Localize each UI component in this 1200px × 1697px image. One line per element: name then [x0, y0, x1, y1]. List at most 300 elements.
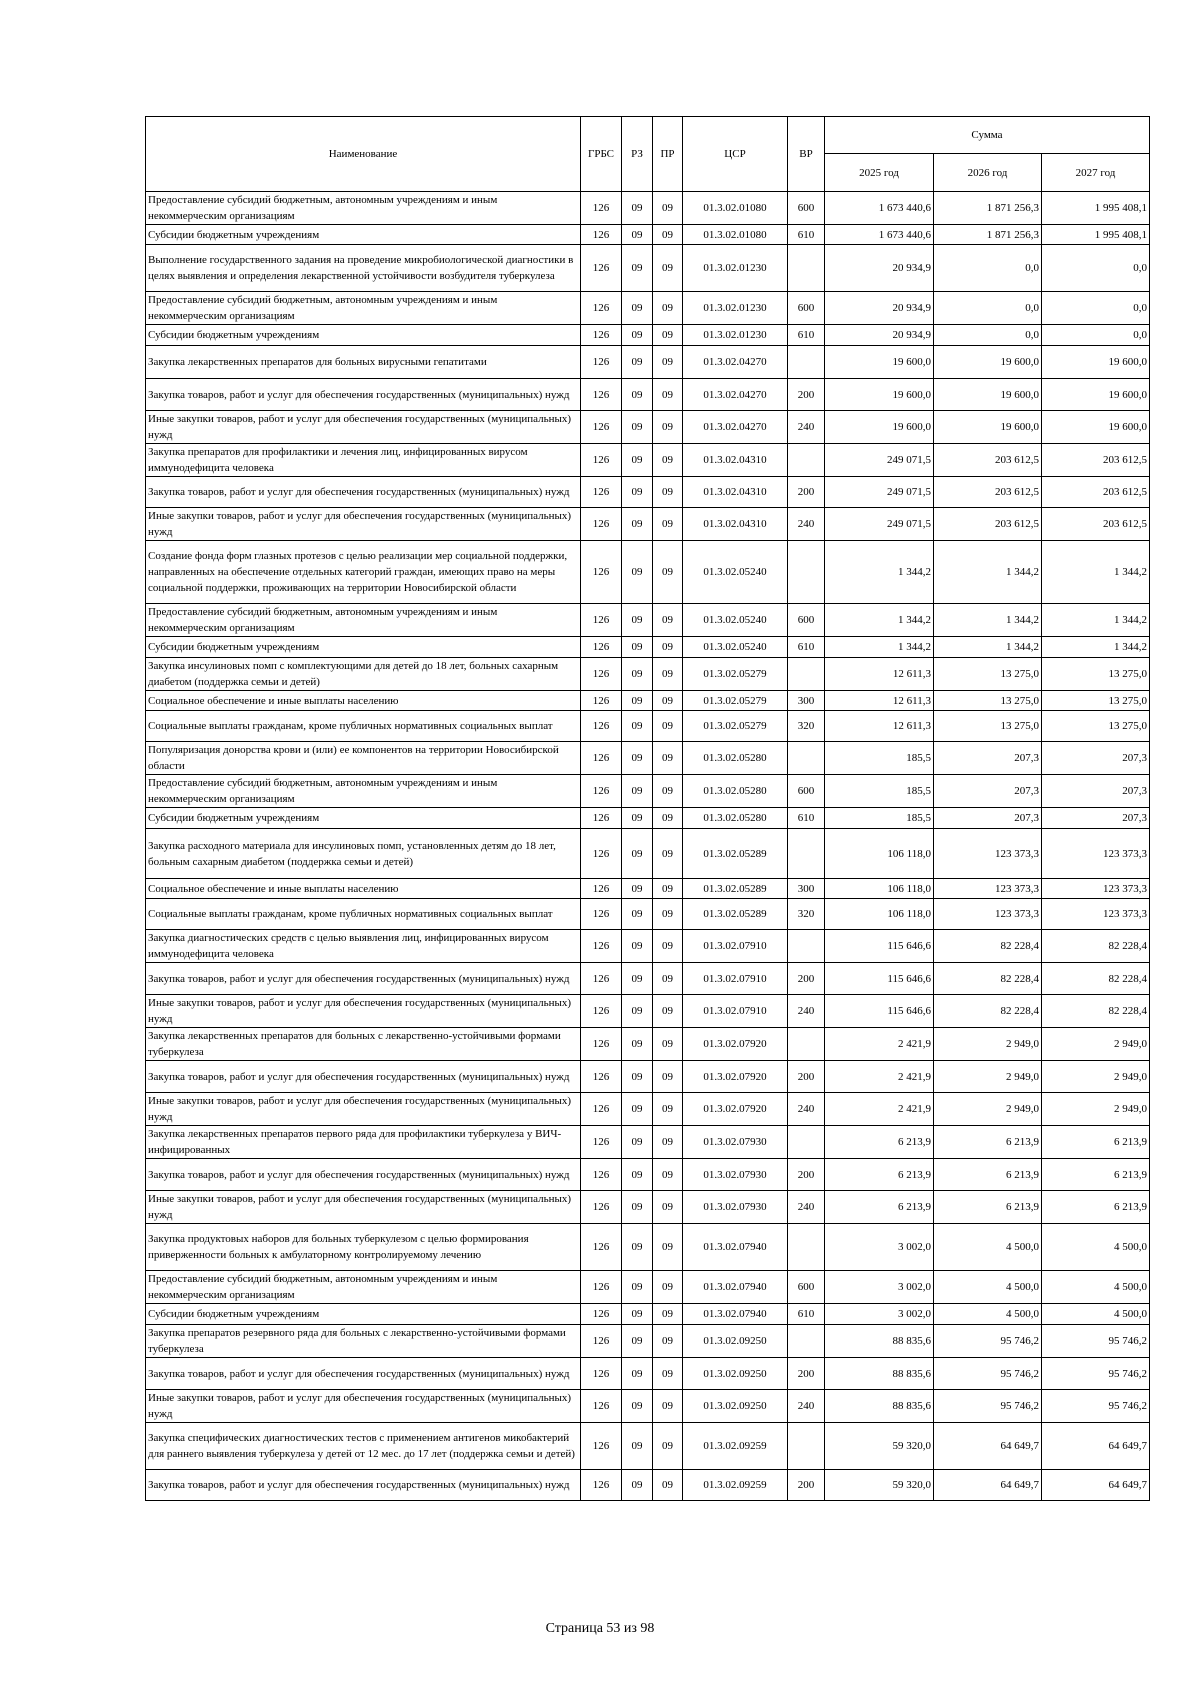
cell-grbs: 126: [581, 411, 622, 444]
cell-grbs: 126: [581, 379, 622, 411]
cell-rz: 09: [622, 1271, 653, 1304]
table-row: [146, 292, 1150, 325]
cell-vr: [788, 1325, 825, 1358]
cell-y2025: 3 002,0: [825, 1224, 934, 1271]
cell-name: Предоставление субсидий бюджетным, автономным учреждениям и иным некоммерческим организациям: [146, 604, 581, 637]
cell-rz: 09: [622, 1304, 653, 1325]
cell-csr: 01.3.02.07920: [683, 1028, 788, 1061]
cell-grbs: 126: [581, 1390, 622, 1423]
table-row: [146, 1159, 1150, 1191]
cell-vr: 240: [788, 995, 825, 1028]
cell-y2027: 4 500,0: [1042, 1224, 1150, 1271]
cell-grbs: 126: [581, 1470, 622, 1501]
cell-y2027: 1 344,2: [1042, 541, 1150, 604]
cell-pr: 09: [653, 930, 683, 963]
cell-vr: 240: [788, 1093, 825, 1126]
cell-y2025: 1 344,2: [825, 604, 934, 637]
cell-y2027: 2 949,0: [1042, 1061, 1150, 1093]
cell-name: Закупка товаров, работ и услуг для обеспечения государственных (муниципальных) нужд: [146, 1061, 581, 1093]
cell-csr: 01.3.02.05240: [683, 604, 788, 637]
cell-y2026: 64 649,7: [934, 1423, 1042, 1470]
cell-y2025: 88 835,6: [825, 1325, 934, 1358]
cell-y2027: 1 344,2: [1042, 637, 1150, 658]
cell-y2025: 115 646,6: [825, 995, 934, 1028]
cell-grbs: 126: [581, 541, 622, 604]
cell-pr: 09: [653, 1224, 683, 1271]
cell-grbs: 126: [581, 1093, 622, 1126]
table-row: [146, 1470, 1150, 1501]
cell-csr: 01.3.02.05240: [683, 637, 788, 658]
cell-csr: 01.3.02.05280: [683, 808, 788, 829]
cell-name: Закупка специфических диагностических тестов с применением антигенов микобактерий для раннего выявления туберкулеза у детей от 12 мес. до 17 лет (поддержка семьи и детей): [146, 1423, 581, 1470]
cell-name: Субсидии бюджетным учреждениям: [146, 325, 581, 346]
cell-rz: 09: [622, 1390, 653, 1423]
cell-rz: 09: [622, 1358, 653, 1390]
table-row: [146, 658, 1150, 691]
cell-rz: 09: [622, 444, 653, 477]
cell-rz: 09: [622, 411, 653, 444]
cell-grbs: 126: [581, 245, 622, 292]
cell-y2025: 59 320,0: [825, 1423, 934, 1470]
cell-y2027: 19 600,0: [1042, 346, 1150, 379]
table-row: [146, 1093, 1150, 1126]
cell-name: Социальное обеспечение и иные выплаты населению: [146, 879, 581, 899]
cell-y2026: 2 949,0: [934, 1093, 1042, 1126]
cell-grbs: 126: [581, 930, 622, 963]
cell-y2026: 82 228,4: [934, 995, 1042, 1028]
cell-pr: 09: [653, 1159, 683, 1191]
cell-csr: 01.3.02.05289: [683, 879, 788, 899]
cell-y2027: 1 995 408,1: [1042, 192, 1150, 225]
cell-vr: 610: [788, 1304, 825, 1325]
cell-csr: 01.3.02.01230: [683, 292, 788, 325]
cell-y2026: 1 344,2: [934, 604, 1042, 637]
cell-y2025: 6 213,9: [825, 1191, 934, 1224]
cell-y2026: 13 275,0: [934, 711, 1042, 742]
cell-y2026: 82 228,4: [934, 963, 1042, 995]
cell-vr: 610: [788, 325, 825, 346]
cell-rz: 09: [622, 325, 653, 346]
header-year-2027: 2027 год: [1042, 154, 1150, 192]
header-pr: ПР: [653, 117, 683, 192]
cell-y2025: 2 421,9: [825, 1028, 934, 1061]
cell-y2027: 123 373,3: [1042, 829, 1150, 879]
cell-y2026: 207,3: [934, 742, 1042, 775]
cell-y2025: 106 118,0: [825, 879, 934, 899]
cell-csr: 01.3.02.07910: [683, 963, 788, 995]
cell-rz: 09: [622, 604, 653, 637]
cell-name: Создание фонда форм глазных протезов с целью реализации мер социальной поддержки, направленных на обеспечение отдельных категорий граждан, имеющих право на меры социальной поддержки, проживающих на территории Новосибирской области: [146, 541, 581, 604]
cell-vr: 610: [788, 225, 825, 245]
cell-csr: 01.3.02.04310: [683, 477, 788, 508]
cell-vr: [788, 742, 825, 775]
cell-grbs: 126: [581, 292, 622, 325]
cell-name: Выполнение государственного задания на проведение микробиологической диагностики в целях выявления и определения лекарственной устойчивости возбудителя туберкулеза: [146, 245, 581, 292]
cell-y2025: 88 835,6: [825, 1390, 934, 1423]
cell-pr: 09: [653, 691, 683, 711]
cell-y2026: 4 500,0: [934, 1271, 1042, 1304]
cell-name: Социальные выплаты гражданам, кроме публичных нормативных социальных выплат: [146, 899, 581, 930]
cell-rz: 09: [622, 1325, 653, 1358]
cell-pr: 09: [653, 1191, 683, 1224]
header-year-2025: 2025 год: [825, 154, 934, 192]
table-row: [146, 637, 1150, 658]
cell-rz: 09: [622, 1159, 653, 1191]
cell-y2026: 207,3: [934, 808, 1042, 829]
cell-pr: 09: [653, 1028, 683, 1061]
cell-csr: 01.3.02.04270: [683, 346, 788, 379]
cell-grbs: 126: [581, 1159, 622, 1191]
cell-csr: 01.3.02.09259: [683, 1470, 788, 1501]
cell-name: Закупка лекарственных препаратов для больных вирусными гепатитами: [146, 346, 581, 379]
cell-vr: 300: [788, 879, 825, 899]
cell-grbs: 126: [581, 658, 622, 691]
cell-rz: 09: [622, 658, 653, 691]
table-row: [146, 346, 1150, 379]
cell-y2027: 1 995 408,1: [1042, 225, 1150, 245]
cell-name: Закупка товаров, работ и услуг для обеспечения государственных (муниципальных) нужд: [146, 1358, 581, 1390]
cell-csr: 01.3.02.09259: [683, 1423, 788, 1470]
cell-vr: 200: [788, 1061, 825, 1093]
table-row: [146, 899, 1150, 930]
cell-csr: 01.3.02.07910: [683, 995, 788, 1028]
table-row: [146, 930, 1150, 963]
cell-vr: [788, 1423, 825, 1470]
cell-y2025: 1 344,2: [825, 637, 934, 658]
cell-grbs: 126: [581, 1325, 622, 1358]
cell-grbs: 126: [581, 899, 622, 930]
cell-grbs: 126: [581, 604, 622, 637]
cell-pr: 09: [653, 444, 683, 477]
cell-y2025: 185,5: [825, 742, 934, 775]
cell-vr: 200: [788, 1159, 825, 1191]
cell-csr: 01.3.02.05289: [683, 899, 788, 930]
cell-vr: [788, 1028, 825, 1061]
cell-csr: 01.3.02.07930: [683, 1159, 788, 1191]
cell-name: Иные закупки товаров, работ и услуг для обеспечения государственных (муниципальных) нужд: [146, 411, 581, 444]
cell-pr: 09: [653, 1304, 683, 1325]
cell-grbs: 126: [581, 1028, 622, 1061]
cell-csr: 01.3.02.07930: [683, 1191, 788, 1224]
table-body: [146, 192, 1150, 1501]
cell-rz: 09: [622, 1224, 653, 1271]
cell-rz: 09: [622, 346, 653, 379]
cell-name: Закупка препаратов для профилактики и лечения лиц, инфицированных вирусом иммунодефицита человека: [146, 444, 581, 477]
cell-name: Закупка лекарственных препаратов первого ряда для профилактики туберкулеза у ВИЧ-инфицированных: [146, 1126, 581, 1159]
cell-y2027: 82 228,4: [1042, 963, 1150, 995]
table-row: [146, 1325, 1150, 1358]
cell-rz: 09: [622, 637, 653, 658]
cell-y2027: 19 600,0: [1042, 379, 1150, 411]
cell-y2025: 12 611,3: [825, 711, 934, 742]
cell-grbs: 126: [581, 346, 622, 379]
cell-csr: 01.3.02.04310: [683, 508, 788, 541]
table-row: [146, 711, 1150, 742]
table-row: [146, 411, 1150, 444]
cell-y2027: 207,3: [1042, 742, 1150, 775]
cell-y2025: 115 646,6: [825, 963, 934, 995]
table-row: [146, 742, 1150, 775]
cell-y2026: 6 213,9: [934, 1159, 1042, 1191]
cell-y2026: 6 213,9: [934, 1191, 1042, 1224]
cell-csr: 01.3.02.07930: [683, 1126, 788, 1159]
cell-y2027: 4 500,0: [1042, 1271, 1150, 1304]
cell-y2025: 249 071,5: [825, 508, 934, 541]
table-row: [146, 1304, 1150, 1325]
cell-y2027: 19 600,0: [1042, 411, 1150, 444]
cell-rz: 09: [622, 508, 653, 541]
cell-csr: 01.3.02.07920: [683, 1061, 788, 1093]
cell-pr: 09: [653, 225, 683, 245]
cell-rz: 09: [622, 808, 653, 829]
cell-y2026: 13 275,0: [934, 691, 1042, 711]
cell-y2025: 1 344,2: [825, 541, 934, 604]
cell-rz: 09: [622, 899, 653, 930]
cell-y2027: 207,3: [1042, 808, 1150, 829]
cell-name: Закупка товаров, работ и услуг для обеспечения государственных (муниципальных) нужд: [146, 379, 581, 411]
cell-y2025: 59 320,0: [825, 1470, 934, 1501]
cell-pr: 09: [653, 192, 683, 225]
cell-vr: [788, 245, 825, 292]
cell-csr: 01.3.02.05289: [683, 829, 788, 879]
cell-pr: 09: [653, 995, 683, 1028]
cell-y2025: 3 002,0: [825, 1304, 934, 1325]
cell-vr: [788, 930, 825, 963]
cell-y2025: 115 646,6: [825, 930, 934, 963]
cell-rz: 09: [622, 1423, 653, 1470]
cell-grbs: 126: [581, 477, 622, 508]
cell-rz: 09: [622, 1470, 653, 1501]
cell-y2025: 20 934,9: [825, 292, 934, 325]
table-row: [146, 1126, 1150, 1159]
cell-grbs: 126: [581, 963, 622, 995]
table-row: [146, 995, 1150, 1028]
budget-table: [145, 116, 1150, 1501]
cell-y2025: 106 118,0: [825, 899, 934, 930]
cell-vr: [788, 829, 825, 879]
cell-vr: 240: [788, 1191, 825, 1224]
table-row: [146, 1224, 1150, 1271]
cell-csr: 01.3.02.04310: [683, 444, 788, 477]
cell-y2026: 1 871 256,3: [934, 192, 1042, 225]
cell-pr: 09: [653, 899, 683, 930]
table-row: [146, 691, 1150, 711]
cell-vr: 200: [788, 1470, 825, 1501]
cell-name: Социальные выплаты гражданам, кроме публичных нормативных социальных выплат: [146, 711, 581, 742]
cell-y2025: 106 118,0: [825, 829, 934, 879]
cell-y2025: 88 835,6: [825, 1358, 934, 1390]
cell-name: Предоставление субсидий бюджетным, автономным учреждениям и иным некоммерческим организациям: [146, 292, 581, 325]
cell-name: Иные закупки товаров, работ и услуг для обеспечения государственных (муниципальных) нужд: [146, 995, 581, 1028]
table-row: [146, 1358, 1150, 1390]
cell-name: Иные закупки товаров, работ и услуг для обеспечения государственных (муниципальных) нужд: [146, 508, 581, 541]
cell-vr: 200: [788, 963, 825, 995]
cell-grbs: 126: [581, 1423, 622, 1470]
cell-pr: 09: [653, 325, 683, 346]
cell-y2027: 1 344,2: [1042, 604, 1150, 637]
cell-y2027: 6 213,9: [1042, 1159, 1150, 1191]
cell-vr: 600: [788, 192, 825, 225]
cell-name: Субсидии бюджетным учреждениям: [146, 1304, 581, 1325]
cell-grbs: 126: [581, 995, 622, 1028]
cell-y2027: 82 228,4: [1042, 995, 1150, 1028]
table-row: [146, 604, 1150, 637]
cell-vr: 200: [788, 477, 825, 508]
cell-y2027: 0,0: [1042, 292, 1150, 325]
cell-y2025: 19 600,0: [825, 379, 934, 411]
cell-y2026: 19 600,0: [934, 411, 1042, 444]
cell-vr: [788, 541, 825, 604]
table-row: [146, 541, 1150, 604]
cell-csr: 01.3.02.01230: [683, 245, 788, 292]
cell-y2027: 6 213,9: [1042, 1126, 1150, 1159]
table-row: [146, 1423, 1150, 1470]
cell-grbs: 126: [581, 1224, 622, 1271]
cell-y2027: 13 275,0: [1042, 711, 1150, 742]
cell-name: Популяризация донорства крови и (или) ее компонентов на территории Новосибирской области: [146, 742, 581, 775]
cell-pr: 09: [653, 775, 683, 808]
table-row: [146, 1028, 1150, 1061]
cell-y2026: 1 344,2: [934, 541, 1042, 604]
cell-pr: 09: [653, 1325, 683, 1358]
cell-y2027: 95 746,2: [1042, 1390, 1150, 1423]
cell-csr: 01.3.02.07940: [683, 1304, 788, 1325]
cell-pr: 09: [653, 1358, 683, 1390]
cell-pr: 09: [653, 1470, 683, 1501]
cell-y2025: 2 421,9: [825, 1061, 934, 1093]
cell-rz: 09: [622, 775, 653, 808]
cell-grbs: 126: [581, 1304, 622, 1325]
cell-csr: 01.3.02.09250: [683, 1358, 788, 1390]
cell-pr: 09: [653, 508, 683, 541]
table-row: [146, 325, 1150, 346]
cell-csr: 01.3.02.07940: [683, 1271, 788, 1304]
cell-y2025: 19 600,0: [825, 346, 934, 379]
cell-vr: 610: [788, 808, 825, 829]
cell-y2026: 0,0: [934, 245, 1042, 292]
cell-pr: 09: [653, 1093, 683, 1126]
cell-csr: 01.3.02.07910: [683, 930, 788, 963]
cell-y2026: 123 373,3: [934, 829, 1042, 879]
cell-pr: 09: [653, 963, 683, 995]
cell-rz: 09: [622, 1191, 653, 1224]
cell-y2026: 95 746,2: [934, 1325, 1042, 1358]
cell-rz: 09: [622, 541, 653, 604]
cell-rz: 09: [622, 829, 653, 879]
cell-y2025: 185,5: [825, 808, 934, 829]
cell-vr: 600: [788, 292, 825, 325]
cell-pr: 09: [653, 1390, 683, 1423]
cell-y2025: 1 673 440,6: [825, 192, 934, 225]
cell-rz: 09: [622, 1061, 653, 1093]
cell-rz: 09: [622, 192, 653, 225]
cell-vr: 240: [788, 411, 825, 444]
cell-y2026: 0,0: [934, 292, 1042, 325]
cell-y2025: 185,5: [825, 775, 934, 808]
cell-pr: 09: [653, 477, 683, 508]
cell-y2027: 203 612,5: [1042, 444, 1150, 477]
cell-name: Закупка товаров, работ и услуг для обеспечения государственных (муниципальных) нужд: [146, 1470, 581, 1501]
cell-y2026: 95 746,2: [934, 1390, 1042, 1423]
cell-name: Закупка расходного материала для инсулиновых помп, установленных детям до 18 лет, больным сахарным диабетом (поддержка семьи и детей): [146, 829, 581, 879]
cell-name: Иные закупки товаров, работ и услуг для обеспечения государственных (муниципальных) нужд: [146, 1191, 581, 1224]
table-row: [146, 829, 1150, 879]
cell-y2026: 203 612,5: [934, 444, 1042, 477]
cell-y2027: 203 612,5: [1042, 477, 1150, 508]
table-row: [146, 225, 1150, 245]
cell-y2027: 82 228,4: [1042, 930, 1150, 963]
cell-y2025: 6 213,9: [825, 1159, 934, 1191]
cell-y2026: 2 949,0: [934, 1028, 1042, 1061]
cell-csr: 01.3.02.05279: [683, 658, 788, 691]
cell-grbs: 126: [581, 508, 622, 541]
cell-y2026: 4 500,0: [934, 1304, 1042, 1325]
cell-csr: 01.3.02.04270: [683, 379, 788, 411]
cell-rz: 09: [622, 477, 653, 508]
cell-name: Закупка лекарственных препаратов для больных с лекарственно-устойчивыми формами туберкулеза: [146, 1028, 581, 1061]
cell-grbs: 126: [581, 775, 622, 808]
cell-y2027: 207,3: [1042, 775, 1150, 808]
table-row: [146, 1191, 1150, 1224]
cell-vr: [788, 444, 825, 477]
cell-y2027: 123 373,3: [1042, 899, 1150, 930]
cell-pr: 09: [653, 1126, 683, 1159]
cell-name: Предоставление субсидий бюджетным, автономным учреждениям и иным некоммерческим организациям: [146, 1271, 581, 1304]
cell-y2025: 19 600,0: [825, 411, 934, 444]
cell-grbs: 126: [581, 691, 622, 711]
cell-vr: 600: [788, 1271, 825, 1304]
cell-grbs: 126: [581, 879, 622, 899]
cell-y2027: 13 275,0: [1042, 658, 1150, 691]
cell-csr: 01.3.02.07940: [683, 1224, 788, 1271]
cell-pr: 09: [653, 808, 683, 829]
cell-pr: 09: [653, 1061, 683, 1093]
cell-y2026: 19 600,0: [934, 346, 1042, 379]
cell-y2027: 64 649,7: [1042, 1470, 1150, 1501]
cell-vr: 240: [788, 1390, 825, 1423]
cell-y2026: 203 612,5: [934, 477, 1042, 508]
cell-name: Закупка продуктовых наборов для больных туберкулезом с целью формирования приверженности больных к амбулаторному контролируемому лечению: [146, 1224, 581, 1271]
cell-csr: 01.3.02.01080: [683, 225, 788, 245]
cell-pr: 09: [653, 346, 683, 379]
cell-rz: 09: [622, 930, 653, 963]
cell-pr: 09: [653, 379, 683, 411]
cell-grbs: 126: [581, 1191, 622, 1224]
cell-grbs: 126: [581, 711, 622, 742]
header-rz: РЗ: [622, 117, 653, 192]
cell-y2027: 0,0: [1042, 325, 1150, 346]
cell-name: Предоставление субсидий бюджетным, автономным учреждениям и иным некоммерческим организациям: [146, 775, 581, 808]
cell-name: Закупка товаров, работ и услуг для обеспечения государственных (муниципальных) нужд: [146, 963, 581, 995]
cell-y2027: 13 275,0: [1042, 691, 1150, 711]
cell-grbs: 126: [581, 325, 622, 346]
cell-y2025: 20 934,9: [825, 325, 934, 346]
cell-pr: 09: [653, 742, 683, 775]
cell-vr: [788, 658, 825, 691]
cell-rz: 09: [622, 1028, 653, 1061]
cell-grbs: 126: [581, 637, 622, 658]
header-sum: Сумма: [825, 117, 1150, 154]
cell-rz: 09: [622, 225, 653, 245]
header-name: Наименование: [146, 117, 581, 192]
cell-pr: 09: [653, 292, 683, 325]
cell-name: Закупка препаратов резервного ряда для больных с лекарственно-устойчивыми формами туберкулеза: [146, 1325, 581, 1358]
cell-name: Закупка инсулиновых помп с комплектующими для детей до 18 лет, больных сахарным диабетом (поддержка семьи и детей): [146, 658, 581, 691]
cell-csr: 01.3.02.05279: [683, 711, 788, 742]
cell-vr: [788, 346, 825, 379]
cell-grbs: 126: [581, 444, 622, 477]
cell-pr: 09: [653, 541, 683, 604]
